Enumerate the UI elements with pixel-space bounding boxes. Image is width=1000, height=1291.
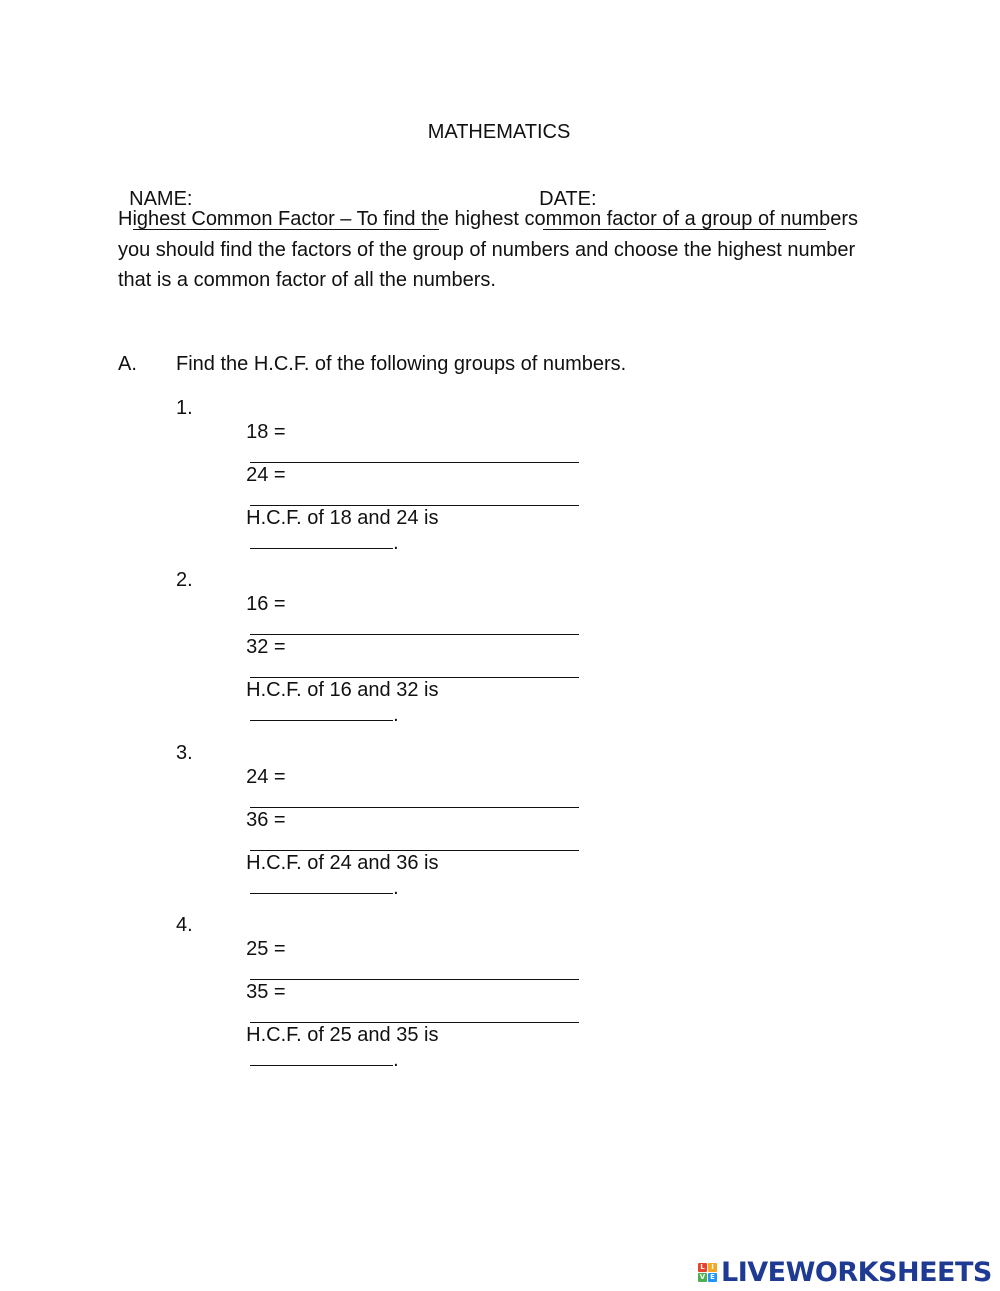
question-number: 3. xyxy=(176,742,193,764)
logo-mark-letter: V xyxy=(699,1272,706,1281)
question-number: 2. xyxy=(176,569,193,591)
hcf-row xyxy=(235,999,438,1072)
section-instruction: Find the H.C.F. of the following groups of numbers. xyxy=(176,353,627,375)
hcf-answer-field[interactable] xyxy=(250,702,393,721)
logo-mark-letter: I xyxy=(708,1263,717,1272)
logo-mark-letter: L xyxy=(698,1263,707,1272)
hcf-period: . xyxy=(393,877,399,899)
liveworksheets-logo-icon xyxy=(698,1263,717,1282)
factor-label: 24 = xyxy=(246,464,286,486)
date-label: DATE: xyxy=(539,188,597,210)
hcf-answer-field[interactable] xyxy=(250,875,393,894)
hcf-period: . xyxy=(393,532,399,554)
hcf-answer-field[interactable] xyxy=(250,530,393,549)
factor-label: 36 = xyxy=(246,809,286,831)
hcf-label: H.C.F. of 24 and 36 is xyxy=(246,852,439,874)
logo-text: LIVEWORKSHEETS xyxy=(721,1256,992,1288)
hcf-label: H.C.F. of 25 and 35 is xyxy=(246,1024,439,1046)
page-title: MATHEMATICS xyxy=(427,121,571,143)
hcf-label: H.C.F. of 16 and 32 is xyxy=(246,679,439,701)
factor-label: 25 = xyxy=(246,938,286,960)
factor-label: 35 = xyxy=(246,981,286,1003)
hcf-period: . xyxy=(393,704,399,726)
hcf-label: H.C.F. of 18 and 24 is xyxy=(246,507,439,529)
liveworksheets-logo xyxy=(698,1254,992,1290)
name-label: NAME: xyxy=(129,188,193,210)
hcf-row xyxy=(235,482,438,555)
factor-label: 32 = xyxy=(246,636,286,658)
hcf-answer-field[interactable] xyxy=(250,1047,393,1066)
factor-label: 24 = xyxy=(246,766,286,788)
section-letter: A. xyxy=(118,353,137,375)
hcf-period: . xyxy=(393,1049,399,1071)
intro-paragraph: Highest Common Factor – To find the highest common factor of a group of numbers you should find the factors of the group of numbers and choose the highest number that is a common factor of all the numbers. xyxy=(118,208,858,291)
hcf-row xyxy=(235,827,438,900)
factor-label: 18 = xyxy=(246,421,286,443)
logo-mark-letter: E xyxy=(708,1273,717,1282)
question-number: 4. xyxy=(176,914,193,936)
factor-label: 16 = xyxy=(246,593,286,615)
hcf-row xyxy=(235,654,438,727)
question-number: 1. xyxy=(176,397,193,419)
